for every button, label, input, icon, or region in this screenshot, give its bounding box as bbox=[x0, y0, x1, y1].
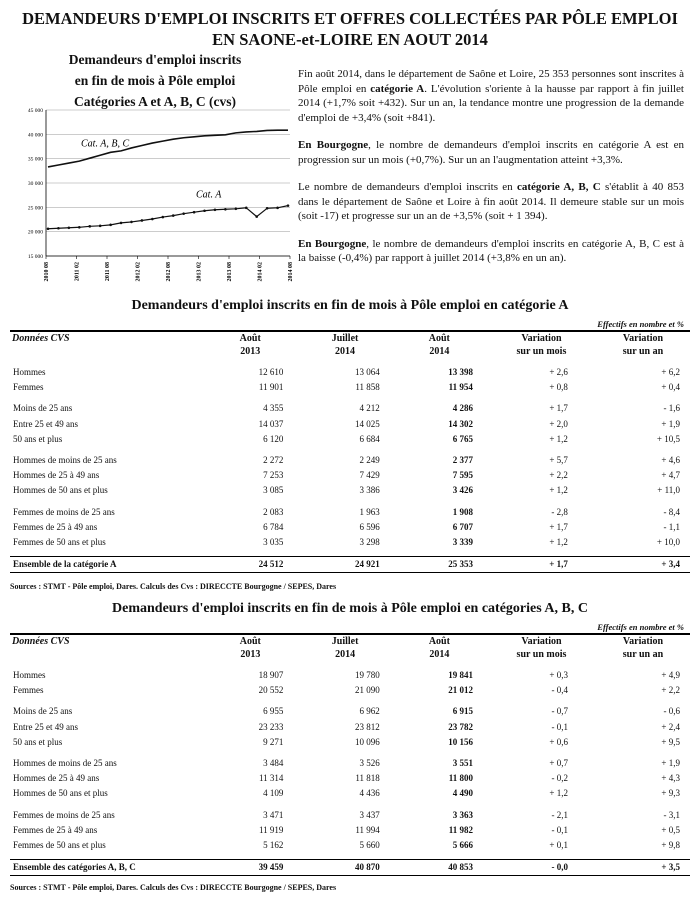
table-total-row bbox=[10, 860, 690, 876]
table-cell: 6 596 bbox=[359, 521, 380, 532]
table-cell: 20 552 bbox=[258, 685, 284, 696]
table-row bbox=[10, 505, 690, 520]
table-cell: - 2,8 bbox=[551, 506, 568, 517]
x-tick-label: 2011 08 bbox=[105, 262, 111, 282]
table-cell: 7 253 bbox=[263, 470, 284, 481]
table-cell: 13 064 bbox=[354, 367, 380, 377]
table-cell: - 0,7 bbox=[551, 706, 568, 717]
table-cell: - 1,1 bbox=[663, 521, 680, 532]
table-total-cell: + 1,7 bbox=[487, 557, 596, 573]
series-a-point bbox=[245, 207, 248, 210]
intro-p2-b: , le nombre de demandeurs d'emploi inscrits en catégorie A est en progression sur un mois (+0,7%). Sur un an l'augmentation atteint +3,3%. bbox=[298, 139, 684, 166]
table-cell: Hommes bbox=[13, 670, 46, 680]
header-label: Données CVS bbox=[12, 636, 70, 647]
series-a-point bbox=[57, 227, 60, 230]
table-cell: 5 162 bbox=[263, 840, 284, 851]
table-cell: 9 271 bbox=[263, 736, 284, 747]
table-cell: Hommes de 50 ans et plus bbox=[13, 485, 108, 496]
table-row bbox=[10, 756, 690, 771]
table-row bbox=[10, 823, 690, 838]
intro-p2-a: En Bourgogne bbox=[298, 139, 369, 151]
table-cell: 11 818 bbox=[355, 773, 380, 784]
chart-title-line3: Catégories A et A, B, C (cvs) bbox=[74, 94, 236, 109]
chart-title-line2: en fin de mois à Pôle emploi bbox=[74, 73, 236, 88]
table-cell: Hommes de 50 ans et plus bbox=[13, 788, 108, 799]
table-cell: 3 471 bbox=[263, 809, 284, 820]
table-total-cell: 25 353 bbox=[392, 557, 487, 573]
table-cell: + 1,9 bbox=[661, 758, 680, 769]
table-cell: - 0,1 bbox=[551, 824, 568, 835]
x-tick-label: 2014 02 bbox=[257, 262, 264, 282]
intro-p3-c: s'établit à 40 853 dans le département de Saône et Loire à fin août 2014. Il demeure stable sur un mois (soit -17) et progresse sur un an de +3,5% (soit + 1 394). bbox=[298, 181, 684, 222]
table-cell: 13 398 bbox=[448, 367, 473, 377]
intro-paragraph-4 bbox=[298, 237, 684, 266]
table-cell: 5 660 bbox=[359, 840, 380, 851]
intro-paragraph-3 bbox=[298, 180, 684, 224]
table-cell: 11 800 bbox=[448, 773, 473, 784]
table-cell: + 0,4 bbox=[661, 382, 680, 393]
intro-p3-a: Le nombre de demandeurs d'emploi inscrits en bbox=[298, 181, 517, 193]
table-cell: 11 919 bbox=[259, 824, 284, 835]
table-cell: 3 526 bbox=[359, 758, 380, 769]
table-cell: 10 156 bbox=[448, 736, 473, 747]
table-cell: Femmes bbox=[13, 382, 44, 393]
table-cell: + 1,7 bbox=[549, 403, 568, 414]
table-category-abc bbox=[10, 633, 690, 876]
table-cell: + 2,4 bbox=[661, 721, 680, 732]
table-cell: Hommes de moins de 25 ans bbox=[13, 758, 117, 769]
intro-p4-b: , le nombre de demandeurs d'emploi inscrits en catégorie A, B, C est à la baisse (-0,4%) par rapport à juillet 2014 (+3,8% en un an). bbox=[298, 237, 684, 264]
table-cell: 50 ans et plus bbox=[13, 736, 63, 747]
intro-paragraph-1 bbox=[298, 67, 684, 125]
table-row bbox=[10, 808, 690, 823]
header-aout-2014: Août 2014 bbox=[428, 333, 450, 357]
table-cell: Hommes de 25 à 49 ans bbox=[13, 773, 100, 784]
series-a-point bbox=[141, 219, 144, 222]
series-a-point bbox=[109, 224, 112, 227]
table-cell: 6 707 bbox=[452, 521, 473, 532]
series-a-point bbox=[224, 208, 227, 211]
table-row bbox=[10, 417, 690, 432]
header-variation-mois: Variation sur un mois bbox=[516, 636, 567, 660]
table-cell: 19 841 bbox=[448, 670, 473, 680]
y-tick-label: 40 000 bbox=[27, 132, 43, 139]
table-total-cell: 24 921 bbox=[298, 557, 391, 573]
table-cell: + 9,8 bbox=[661, 840, 680, 851]
table-cell: 11 314 bbox=[259, 773, 284, 784]
table-cell: Femmes bbox=[13, 685, 44, 696]
table-row bbox=[10, 683, 690, 698]
table-total-cell: Ensemble de la catégorie A bbox=[10, 557, 202, 573]
table-cell: + 1,2 bbox=[549, 433, 568, 444]
table-row bbox=[10, 453, 690, 468]
series-a-point bbox=[182, 212, 185, 215]
table-cell: 6 765 bbox=[452, 433, 473, 444]
table-cell: + 10,0 bbox=[656, 537, 680, 548]
table-cell: + 5,7 bbox=[549, 455, 568, 466]
table-cell: 6 915 bbox=[452, 706, 473, 717]
y-tick-label: 35 000 bbox=[27, 156, 43, 163]
table-a-source: Sources : STMT - Pôle emploi, Dares. Calculs des Cvs : DIRECCTE Bourgogne / SEPES, Dares bbox=[10, 582, 337, 591]
table-cell: 2 377 bbox=[452, 455, 473, 466]
table-cell: - 0,6 bbox=[663, 706, 680, 717]
table-cell: + 0,1 bbox=[549, 840, 568, 851]
table-cell: 11 858 bbox=[355, 382, 380, 393]
table-cell: 14 025 bbox=[354, 418, 380, 429]
table-cell: Hommes de moins de 25 ans bbox=[13, 455, 117, 466]
table-cell: 2 272 bbox=[263, 455, 284, 466]
table-cell: + 2,2 bbox=[661, 685, 680, 696]
table-cell: Femmes de 50 ans et plus bbox=[13, 537, 106, 548]
table-cell: 7 429 bbox=[359, 470, 380, 481]
table-cell: + 0,5 bbox=[661, 824, 680, 835]
table-cell: 2 083 bbox=[263, 506, 284, 517]
series-a-point bbox=[266, 207, 269, 210]
table-abc-source: Sources : STMT - Pôle emploi, Dares. Calculs des Cvs : DIRECCTE Bourgogne / SEPES, Dares bbox=[10, 883, 337, 892]
x-tick-label: 2012 08 bbox=[166, 262, 172, 282]
series-a-point bbox=[99, 225, 102, 228]
intro-p1-c: . L'évolution s'oriente à la hausse par rapport à fin juillet 2014 (+1,7% soit +432). Sur un an, la tendance montre une progression de la demande d'emploi de +3,4% (soit +841). bbox=[298, 82, 684, 124]
header-aout-2013: Août 2013 bbox=[239, 333, 261, 357]
table-cell: 3 437 bbox=[359, 809, 380, 820]
table-cell: 4 109 bbox=[263, 788, 284, 799]
series-a-point bbox=[88, 225, 91, 228]
table-cell: Femmes de moins de 25 ans bbox=[13, 809, 115, 820]
table-cell: Hommes de 25 à 49 ans bbox=[13, 470, 100, 481]
y-tick-label: 20 000 bbox=[27, 229, 43, 236]
table-cell: 50 ans et plus bbox=[13, 433, 63, 444]
series-label: Cat. A, B, C bbox=[81, 138, 130, 150]
table-abc-title: Demandeurs d'emploi inscrits en fin de mois à Pôle emploi en catégories A, B, C bbox=[112, 601, 588, 616]
series-a-point bbox=[78, 226, 81, 229]
y-tick-label: 45 000 bbox=[27, 108, 43, 114]
table-a-unit: Effectifs en nombre et % bbox=[597, 319, 684, 329]
table-cell: 2 249 bbox=[359, 455, 380, 466]
series-a-point bbox=[120, 222, 123, 225]
table-cell: 23 233 bbox=[258, 721, 284, 732]
table-cell: + 1,2 bbox=[549, 537, 568, 548]
table-cell: 14 037 bbox=[258, 418, 284, 429]
table-cell: Moins de 25 ans bbox=[13, 403, 73, 414]
table-total-row bbox=[10, 557, 690, 573]
line-chart bbox=[8, 106, 293, 296]
table-cell: 21 090 bbox=[355, 685, 380, 696]
table-row bbox=[10, 668, 690, 683]
table-cell: + 2,6 bbox=[549, 367, 568, 377]
intro-p4-a: En Bourgogne bbox=[298, 237, 367, 250]
series-a-point bbox=[47, 227, 50, 230]
header-juillet-2014: Juillet 2014 bbox=[331, 636, 359, 660]
table-row bbox=[10, 483, 690, 498]
table-cell: 4 490 bbox=[452, 788, 473, 799]
table-row bbox=[10, 735, 690, 750]
table-cell: 6 684 bbox=[359, 433, 380, 444]
table-cell: 12 610 bbox=[258, 367, 284, 377]
table-cell: - 0,2 bbox=[551, 773, 568, 784]
header-aout-2014: Août 2014 bbox=[428, 636, 450, 660]
table-row bbox=[10, 520, 690, 535]
header-variation-mois: Variation sur un mois bbox=[516, 333, 567, 357]
table-row bbox=[10, 535, 690, 550]
table-cell: + 6,2 bbox=[661, 367, 680, 377]
table-cell: 14 302 bbox=[448, 418, 473, 429]
table-total-cell: + 3,4 bbox=[596, 557, 690, 573]
table-cell: Entre 25 et 49 ans bbox=[13, 721, 78, 732]
table-cell: 11 954 bbox=[448, 382, 473, 393]
table-cell: + 2,0 bbox=[549, 418, 568, 429]
table-cell: + 1,2 bbox=[549, 485, 568, 496]
series-label: Cat. A bbox=[196, 189, 222, 201]
header-variation-an: Variation sur un an bbox=[622, 333, 664, 357]
table-cell: Hommes bbox=[13, 367, 46, 377]
table-cell: 7 595 bbox=[452, 470, 473, 481]
table-cell: 3 484 bbox=[263, 758, 284, 769]
table-cell: - 3,1 bbox=[663, 809, 680, 820]
table-cell: 5 666 bbox=[452, 840, 473, 851]
table-cell: 3 339 bbox=[452, 537, 473, 548]
table-row bbox=[10, 838, 690, 853]
table-cell: - 0,4 bbox=[551, 685, 568, 696]
table-cell: Femmes de 25 à 49 ans bbox=[13, 824, 98, 835]
table-total-cell: 40 853 bbox=[392, 860, 487, 876]
y-tick-label: 15 000 bbox=[27, 254, 43, 260]
table-cell: + 4,6 bbox=[661, 455, 680, 466]
table-row bbox=[10, 468, 690, 483]
table-row bbox=[10, 720, 690, 735]
series-a-point bbox=[193, 211, 196, 214]
intro-p3-b: catégorie A, B, C bbox=[516, 181, 601, 193]
series-a-point bbox=[130, 221, 133, 224]
table-cell: + 0,6 bbox=[549, 736, 568, 747]
series-a-point bbox=[235, 207, 238, 210]
table-cell: + 1,7 bbox=[549, 521, 568, 532]
table-cell: 4 436 bbox=[359, 788, 380, 799]
x-tick-label: 2013 08 bbox=[227, 262, 233, 282]
chart-title-line1: Demandeurs d'emploi inscrits bbox=[68, 52, 242, 67]
table-row bbox=[10, 786, 690, 801]
table-a-title: Demandeurs d'emploi inscrits en fin de mois à Pôle emploi en catégorie A bbox=[131, 298, 569, 313]
series-line-a bbox=[48, 206, 288, 229]
header-aout-2013: Août 2013 bbox=[239, 636, 261, 660]
table-cell: 6 120 bbox=[263, 433, 284, 444]
table-cell: + 0,8 bbox=[549, 382, 568, 393]
table-cell: Moins de 25 ans bbox=[13, 706, 73, 717]
series-a-point bbox=[203, 209, 206, 212]
table-cell: Femmes de 50 ans et plus bbox=[13, 840, 106, 851]
series-a-point bbox=[255, 215, 258, 218]
table-cell: 19 780 bbox=[355, 670, 380, 680]
table-cell: + 10,5 bbox=[656, 433, 680, 444]
table-cell: 4 212 bbox=[359, 403, 380, 414]
table-cell: 3 363 bbox=[452, 809, 473, 820]
table-cell: - 0,1 bbox=[551, 721, 568, 732]
table-cell: Entre 25 et 49 ans bbox=[13, 418, 78, 429]
series-a-point bbox=[214, 208, 217, 211]
y-tick-label: 30 000 bbox=[27, 181, 43, 187]
table-cell: 3 085 bbox=[263, 485, 284, 496]
x-tick-label: 2012 02 bbox=[135, 262, 142, 282]
series-a-point bbox=[172, 214, 175, 217]
intro-paragraph-2 bbox=[298, 138, 684, 167]
x-tick-label: 2013 02 bbox=[196, 262, 203, 282]
header-variation-an: Variation sur un an bbox=[622, 636, 664, 660]
table-total-cell: 39 459 bbox=[202, 860, 298, 876]
table-cell: 3 386 bbox=[359, 485, 380, 496]
table-cell: - 8,4 bbox=[663, 506, 680, 517]
table-cell: 23 782 bbox=[448, 721, 473, 732]
y-tick-label: 25 000 bbox=[27, 205, 43, 212]
table-cell: + 9,3 bbox=[661, 788, 680, 799]
table-row bbox=[10, 432, 690, 447]
table-cell: 21 012 bbox=[448, 685, 473, 696]
table-row bbox=[10, 401, 690, 416]
page-title bbox=[0, 8, 700, 50]
table-cell: 11 994 bbox=[355, 824, 380, 835]
table-row bbox=[10, 771, 690, 786]
table-cell: 4 286 bbox=[452, 403, 473, 414]
table-category-a bbox=[10, 330, 690, 573]
series-a-point bbox=[151, 218, 154, 221]
table-cell: 3 035 bbox=[263, 537, 284, 548]
table-row bbox=[10, 365, 690, 380]
table-cell: 1 908 bbox=[452, 506, 473, 517]
table-abc-unit: Effectifs en nombre et % bbox=[597, 622, 684, 632]
table-cell: 4 355 bbox=[263, 403, 284, 414]
x-tick-label: 2010 08 bbox=[44, 262, 50, 282]
header-label: Données CVS bbox=[12, 333, 70, 344]
table-cell: 6 784 bbox=[263, 521, 284, 532]
chart-title bbox=[27, 49, 280, 114]
table-cell: 3 298 bbox=[359, 537, 380, 548]
table-cell: 23 812 bbox=[355, 721, 380, 732]
table-cell: + 0,7 bbox=[549, 758, 568, 769]
series-a-point bbox=[276, 207, 279, 210]
x-tick-label: 2014 08 bbox=[288, 262, 294, 282]
table-cell: 11 982 bbox=[448, 824, 473, 835]
table-cell: 6 955 bbox=[263, 706, 284, 717]
series-a-point bbox=[287, 204, 290, 207]
intro-p1-b: catégorie A bbox=[370, 82, 425, 95]
series-a-point bbox=[161, 216, 164, 219]
table-cell: - 2,1 bbox=[551, 809, 568, 820]
table-cell: 11 901 bbox=[258, 382, 284, 393]
table-cell: + 0,3 bbox=[549, 670, 568, 680]
page-title-line1: DEMANDEURS D'EMPLOI INSCRITS ET OFFRES COLLECTÉES PAR PÔLE EMPLOI bbox=[22, 9, 678, 28]
table-cell: + 9,5 bbox=[661, 736, 680, 747]
table-cell: + 11,0 bbox=[657, 485, 680, 496]
table-total-cell: 24 512 bbox=[202, 557, 298, 573]
table-cell: 10 096 bbox=[355, 736, 380, 747]
table-total-cell: 40 870 bbox=[298, 860, 391, 876]
intro-text bbox=[298, 67, 684, 279]
table-cell: + 1,2 bbox=[549, 788, 568, 799]
table-cell: + 4,3 bbox=[661, 773, 680, 784]
table-cell: + 4,9 bbox=[661, 670, 680, 680]
table-cell: 18 907 bbox=[258, 670, 284, 680]
table-cell: - 1,6 bbox=[663, 403, 680, 414]
table-total-cell: Ensemble des catégories A, B, C bbox=[10, 860, 202, 876]
table-total-cell: + 3,5 bbox=[596, 860, 690, 876]
table-cell: + 1,9 bbox=[661, 418, 680, 429]
page-title-line2: EN SAONE-et-LOIRE EN AOUT 2014 bbox=[212, 30, 488, 49]
table-cell: 3 551 bbox=[452, 758, 473, 769]
header-juillet-2014: Juillet 2014 bbox=[331, 333, 359, 357]
table-row bbox=[10, 380, 690, 395]
table-total-cell: - 0,0 bbox=[487, 860, 596, 876]
table-cell: 1 963 bbox=[359, 506, 380, 517]
table-cell: 3 426 bbox=[452, 485, 473, 496]
intro-p1-a: Fin août 2014, dans le département de Saône et Loire, 25 353 personnes sont inscrites à Pôle emploi en bbox=[298, 68, 684, 95]
table-cell: Femmes de moins de 25 ans bbox=[13, 506, 115, 517]
series-a-point bbox=[68, 226, 71, 229]
table-cell: Femmes de 25 à 49 ans bbox=[13, 521, 98, 532]
table-cell: + 4,7 bbox=[661, 470, 680, 481]
table-cell: + 2,2 bbox=[549, 470, 568, 481]
table-row bbox=[10, 704, 690, 719]
x-tick-label: 2011 02 bbox=[74, 262, 81, 282]
table-cell: 6 962 bbox=[359, 706, 380, 717]
